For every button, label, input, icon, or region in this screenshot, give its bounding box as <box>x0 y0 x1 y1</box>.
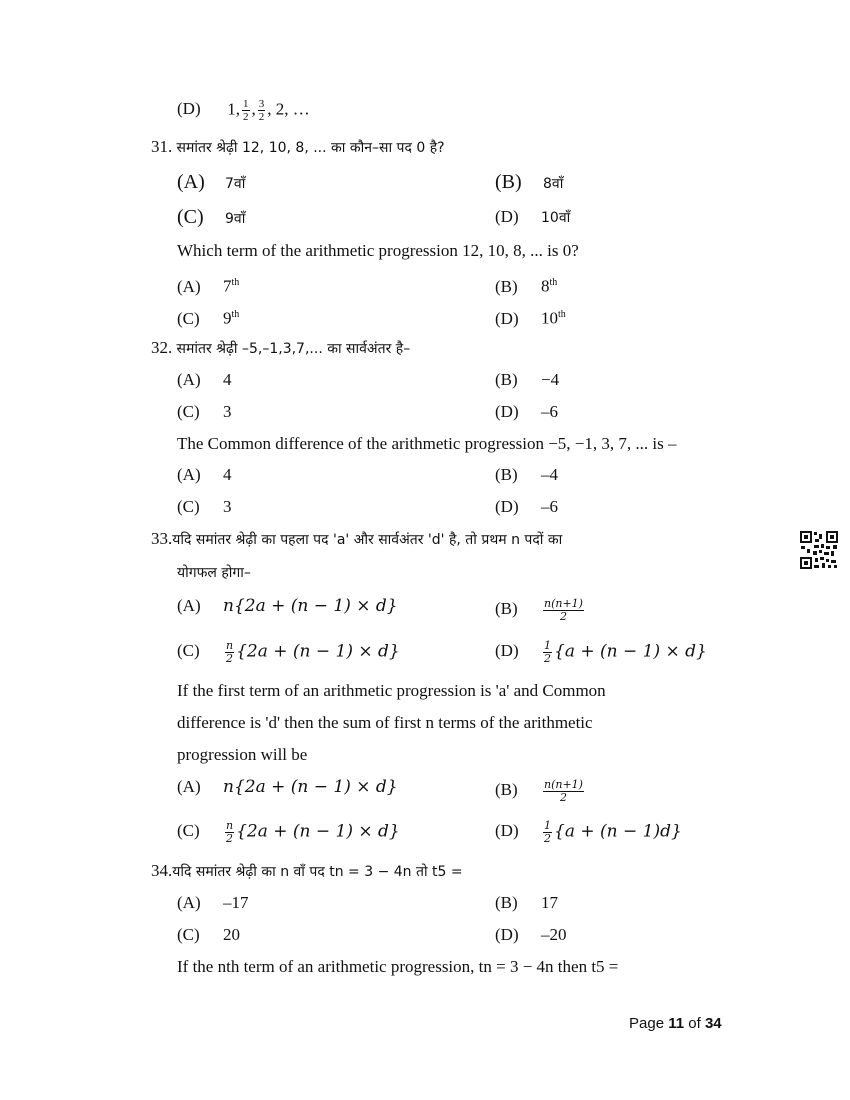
q33-english-question-line3: progression will be <box>177 745 308 764</box>
q32-hindi-question: 32. समांतर श्रेढ़ी –5,–1,3,7,... का सार्वअंतर है– <box>151 338 411 357</box>
q33-hindi-question-line2: योगफल होगा– <box>177 565 251 581</box>
q31-en-option-d: (D) 10th <box>495 308 566 328</box>
q31-hi-option-c: (C) 9वाँ <box>177 206 246 228</box>
q33-hindi-question-line1: 33.यदि समांतर श्रेढ़ी का पहला पद 'a' और सार्वअंतर 'd' है, तो प्रथम n पदों का <box>151 529 563 548</box>
q31-hi-option-d: (D) 10वाँ <box>495 207 571 226</box>
q32-hi-option-c: (C) 3 <box>177 402 232 421</box>
q34-english-question: If the nth term of an arithmetic progression, tn = 3 − 4n then t5 = <box>177 957 619 976</box>
q32-en-option-a: (A) 4 <box>177 465 232 484</box>
q30-option-d: (D) 1, $\frac{1}{2}$ , $\frac{3}{2}$ , 2, … <box>177 98 310 123</box>
q33-en-option-a: (A) n{2a + (n − 1) × d} <box>177 777 398 797</box>
q33-en-option-d: (D) $\frac{1}{2}$ {a + (n − 1)d} <box>495 819 682 845</box>
q32-hi-option-a: (A) 4 <box>177 370 232 389</box>
q31-hi-option-b: (B) 8वाँ <box>495 171 564 193</box>
q34-option-a: (A) –17 <box>177 893 249 912</box>
q32-en-option-b: (B) –4 <box>495 465 558 484</box>
fraction: $\frac{3}{2}$ <box>258 98 265 123</box>
q34-option-b: (B) 17 <box>495 893 558 912</box>
q33-hi-option-c: (C) $\frac{n}{2}$ {2a + (n − 1) × d} <box>177 639 400 665</box>
option-label: (D) <box>177 99 201 119</box>
fraction: $\frac{n(n+1)}{2}$ <box>544 778 583 804</box>
fraction: $\frac{1}{2}$ <box>544 639 551 665</box>
q33-en-option-b: (B) $\frac{n(n+1)}{2}$ <box>495 778 583 804</box>
q34-option-c: (C) 20 <box>177 925 240 944</box>
fraction: $\frac{1}{2}$ <box>243 98 249 123</box>
qr-code-icon <box>799 530 839 570</box>
q31-en-option-a: (A) 7th <box>177 276 240 296</box>
fraction: $\frac{n}{2}$ <box>226 819 234 845</box>
q33-hi-option-a: (A) n{2a + (n − 1) × d} <box>177 596 398 616</box>
q32-hi-option-d: (D) –6 <box>495 402 558 421</box>
q33-en-option-c: (C) $\frac{n}{2}$ {2a + (n − 1) × d} <box>177 819 400 845</box>
q32-hi-option-b: (B) −4 <box>495 370 560 389</box>
q33-hi-option-b: (B) $\frac{n(n+1)}{2}$ <box>495 597 583 623</box>
q34-hindi-question: 34.यदि समांतर श्रेढ़ी का n वाँ पद tn = 3 − 4n तो t5 = <box>151 861 463 880</box>
q32-english-question: The Common difference of the arithmetic progression −5, −1, 3, 7, ... is – <box>177 434 677 453</box>
q34-option-d: (D) –20 <box>495 925 567 944</box>
q31-en-option-c: (C) 9th <box>177 308 240 328</box>
q32-en-option-d: (D) –6 <box>495 497 558 516</box>
q31-hindi-question: 31. समांतर श्रेढ़ी 12, 10, 8, ... का कौन–सा पद 0 है? <box>151 137 445 156</box>
q33-hi-option-d: (D) $\frac{1}{2}$ {a + (n − 1) × d} <box>495 639 707 665</box>
q32-en-option-c: (C) 3 <box>177 497 232 516</box>
fraction: $\frac{n(n+1)}{2}$ <box>544 597 583 623</box>
q31-hi-option-a: (A) 7वाँ <box>177 171 246 193</box>
q31-english-question: Which term of the arithmetic progression 12, 10, 8, ... is 0? <box>177 241 579 260</box>
page-number: Page 11 of 34 <box>629 1015 722 1032</box>
q33-english-question-line2: difference is 'd' then the sum of first n terms of the arithmetic <box>177 713 593 732</box>
fraction: $\frac{1}{2}$ <box>544 819 551 845</box>
fraction: $\frac{n}{2}$ <box>226 639 234 665</box>
q31-en-option-b: (B) 8th <box>495 276 558 296</box>
q33-english-question-line1: If the first term of an arithmetic progression is 'a' and Common <box>177 681 606 700</box>
